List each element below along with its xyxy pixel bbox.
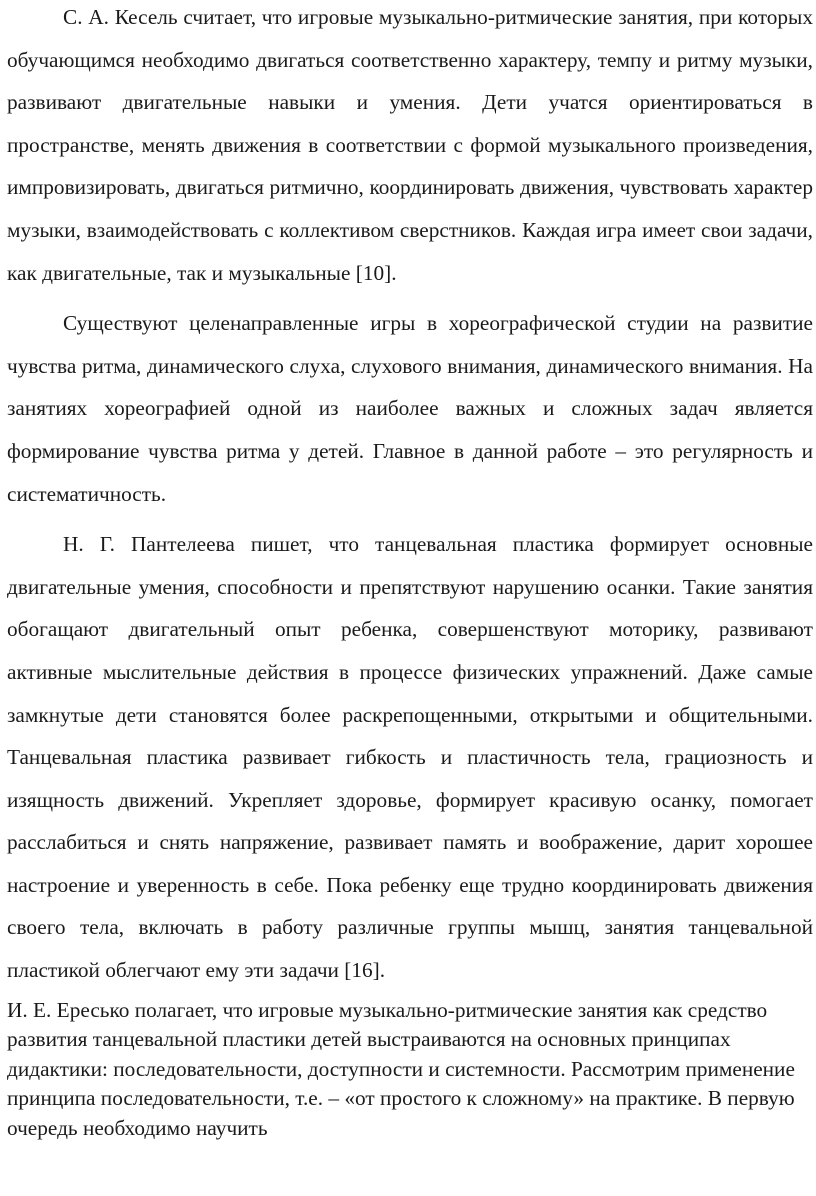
paragraph-eresko: И. Е. Ересько полагает, что игровые музыкально-ритмические занятия как средство развития танцевальной пластики детей выстраиваются на основных принципах дидактики: последовательности, доступности и системности. Рассмотрим применение принципа последовательности, т.е. – «от простого к сложному» на практике. В первую очередь необходимо научить (7, 997, 795, 1141)
document-page (7, 0, 813, 1144)
paragraph-kesel: С. А. Кесель считает, что игровые музыкально-ритмические занятия, при которых обучающимся необходимо двигаться соответственно характеру, темпу и ритму музыки, развивают двигательные навыки и умения. Дети учатся ориентироваться в пространстве, менять движения в соответствии с формой музыкального произведения, импровизировать, двигаться ритмично, координировать движения, чувствовать характер музыки, взаимодействовать с коллективом сверстников. Каждая игра имеет свои задачи, как двигательные, так и музыкальные [10]. (7, 5, 813, 285)
paragraph-panteleeva: Н. Г. Пантелеева пишет, что танцевальная пластика формирует основные двигательные умения, способности и препятствуют нарушению осанки. Такие занятия обогащают двигательный опыт ребенка, совершенствуют моторику, развивают активные мыслительные действия в процессе физических упражнений. Даже самые замкнутые дети становятся более раскрепощенными, открытыми и общительными. Танцевальная пластика развивает гибкость и пластичность тела, грациозность и изящность движений. Укрепляет здоровье, формирует красивую осанку, помогает расслабиться и снять напряжение, развивает память и воображение, дарит хорошее настроение и уверенность в себе. Пока ребенку еще трудно координировать движения своего тела, включать в работу различные группы мышц, занятия танцевальной пластикой облегчают ему эти задачи [16]. (7, 532, 813, 983)
paragraph-rhythm-games: Существуют целенаправленные игры в хореографической студии на развитие чувства ритма, динамического слуха, слухового внимания, динамического внимания. На занятиях хореографией одной из наиболее важных и сложных задач является формирование чувства ритма у детей. Главное в данной работе – это регулярность и систематичность. (7, 311, 813, 506)
